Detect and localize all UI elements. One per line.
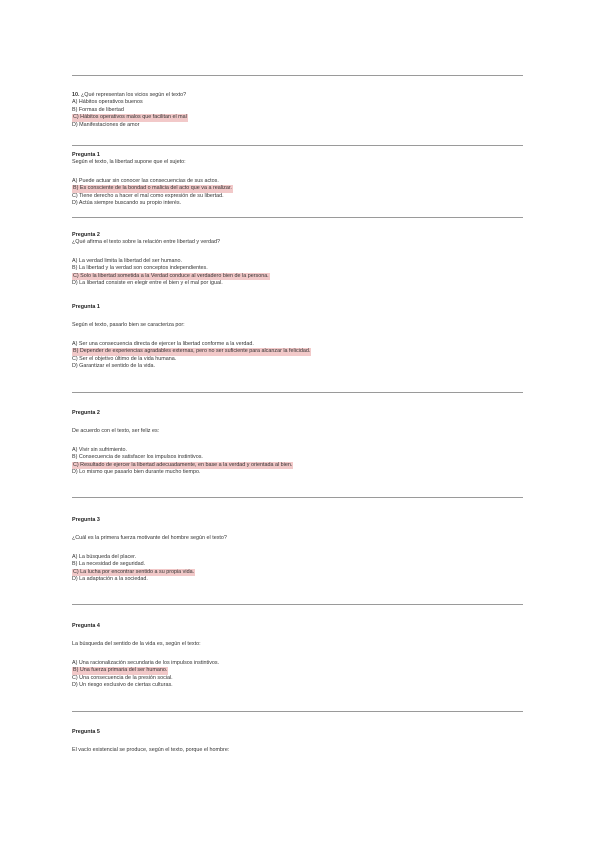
question-block-2 (72, 232, 532, 287)
option-c-highlighted: C) Resultado de ejercer la libertad adecuadamente, en base a la verdad y orientada al bien. (73, 461, 293, 468)
divider (72, 711, 523, 712)
option-a: A) La verdad limita la libertad del ser humano. (72, 257, 182, 264)
option-a: A) Ser una consecuencia directa de ejercer la libertad conforme a la verdad. (72, 340, 254, 347)
option-c-highlighted: C) Solo la libertad sometida a la Verdad conduce al verdadero bien de la persona. (73, 272, 269, 279)
question-text: De acuerdo con el texto, ser feliz es: (72, 428, 160, 435)
question-text: ¿Qué afirma el texto sobre la relación entre libertad y verdad? (72, 239, 221, 246)
question-title: Pregunta 3 (72, 517, 100, 523)
divider (72, 145, 523, 146)
question-title: Pregunta 1 (72, 304, 100, 310)
divider (72, 75, 523, 76)
option-d: D) Lo mismo que pasarlo bien durante mucho tiempo. (72, 469, 201, 476)
option-b: B) Consecuencia de satisfacer los impulsos instintivos. (72, 454, 203, 461)
option-c: C) Una consecuencia de la presión social. (72, 674, 173, 681)
option-b-highlighted: B) Una fuerza primaria del ser humano. (73, 667, 168, 674)
question-text: 10. ¿Qué representan los vicios según el texto? (72, 92, 187, 98)
question-text: La búsqueda del sentido de la vida es, según el texto: (72, 641, 201, 648)
question-block-6 (72, 623, 532, 689)
option-c-highlighted: C) La lucha por encontrar sentido a su propia vida. (73, 568, 195, 575)
question-title: Pregunta 5 (72, 729, 100, 735)
question-block-5 (72, 517, 532, 583)
question-text: El vacío existencial se produce, según el texto, porque el hombre: (72, 747, 230, 754)
question-title: Pregunta 4 (72, 623, 100, 629)
option-a: A) Hábitos operativos buenos (72, 99, 143, 106)
question-block-1 (72, 152, 532, 207)
question-text: Según el texto, pasarlo bien se caracteriza por: (72, 322, 185, 329)
option-b: B) La necesidad de seguridad. (72, 561, 146, 568)
option-b-highlighted: B) Depender de experiencias agradables externas, pero no ser suficiente para alcanzar la felicidad. (73, 348, 311, 355)
question-block-4 (72, 410, 532, 476)
divider (72, 604, 523, 605)
option-a: A) Vivir sin sufrimiento. (72, 446, 128, 453)
option-b: B) La libertad y la verdad son conceptos independientes. (72, 265, 208, 272)
option-d: D) La libertad consiste en elegir entre el bien y el mal por igual. (72, 280, 223, 287)
option-b-highlighted: B) Es consciente de la bondad o malicia del acto que va a realizar. (73, 185, 232, 192)
option-c: C) Tiene derecho a hacer el mal como expresión de su libertad. (72, 192, 224, 199)
option-b: B) Formas de libertad (72, 106, 124, 113)
option-d: D) Actúa siempre buscando su propio interés. (72, 200, 182, 207)
option-c: C) Ser el objetivo último de la vida humana. (72, 355, 177, 362)
option-a: A) La búsqueda del placer. (72, 553, 137, 560)
question-title: Pregunta 1 (72, 152, 100, 158)
divider (72, 392, 523, 393)
divider (72, 217, 523, 218)
option-d: D) Un riesgo exclusivo de ciertas culturas. (72, 682, 173, 689)
question-block-3 (72, 304, 532, 370)
option-c-highlighted: C) Hábitos operativos malos que facilitan el mal (73, 114, 187, 121)
question-text: Según el texto, la libertad supone que el sujeto: (72, 159, 186, 166)
question-10 (72, 92, 532, 129)
option-d: D) La adaptación a la sociedad. (72, 576, 148, 583)
option-a: A) Puede actuar sin conocer las consecuencias de sus actos. (72, 177, 219, 184)
option-a: A) Una racionalización secundaria de los impulsos instintivos. (72, 659, 220, 666)
option-d: D) Garantizar el sentido de la vida. (72, 363, 155, 370)
question-block-7 (72, 729, 532, 755)
question-title: Pregunta 2 (72, 410, 100, 416)
question-text: ¿Cuál es la primera fuerza motivante del hombre según el texto? (72, 535, 227, 542)
question-title: Pregunta 2 (72, 232, 100, 238)
divider (72, 497, 523, 498)
option-d: D) Manifestaciones de amor (72, 121, 140, 128)
